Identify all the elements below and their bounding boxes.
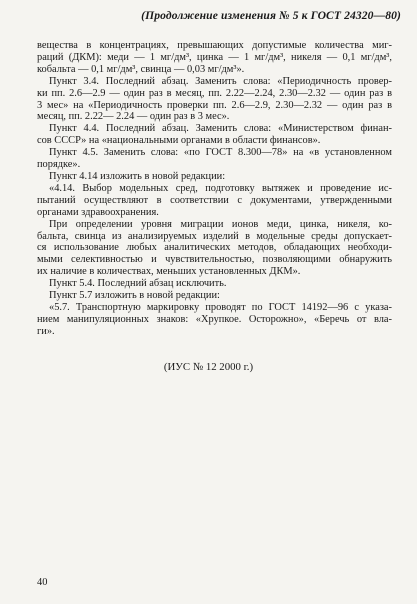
text-line: их наличие в количествах, меньших установленных ДКМ». [37, 266, 301, 278]
text-line: «5.7. Транспортную маркировку проводят по ГОСТ 14192—96 с указа- [49, 301, 392, 313]
text-line: вещества в концентрациях, превышающих допустимые количества миг- [37, 40, 392, 51]
text-line: Пункт 4.4. Последний абзац. Заменить слова: «Министерством финан- [49, 123, 392, 135]
text-line: нием манипуляционных знаков: «Хрупкое. Осторожно», «Беречь от вла- [37, 313, 392, 325]
page-number: 40 [37, 577, 48, 588]
text-line: раций (ДКМ): меди — 1 мг/дм³, цинка — 1 мг/дм³, никеля — 0,1 мг/дм³, [37, 51, 392, 63]
page-header: (Продолжение изменения № 5 к ГОСТ 24320—80) [141, 9, 401, 22]
text-line: ки пп. 2.6—2.9 — один раз в месяц, пп. 2.22—2.24, 2.30—2.32 — один раз в [37, 87, 392, 99]
text-line: пытаний осуществляют в соответствии с документами, утвержденными [37, 194, 392, 206]
text-line: ся использование любых аналитических методов, обладающих необходи- [37, 242, 392, 254]
ius-reference: (ИУС № 12 2000 г.) [163, 361, 254, 373]
text-line: При определении уровня миграции ионов меди, цинка, никеля, ко- [49, 218, 392, 230]
text-line: сов СССР» на «национальными органами в области финансов». [37, 135, 321, 147]
text-line: кобальта — 0,1 мг/дм³, свинца — 0,03 мг/дм³». [37, 63, 245, 75]
text-line: порядке». [37, 159, 81, 171]
text-line: Пункт 4.14 изложить в новой редакции: [49, 170, 226, 182]
text-line: Пункт 4.5. Заменить слова: «по ГОСТ 8.300—78» на «в установленном [49, 147, 392, 159]
text-line: Пункт 5.7 изложить в новой редакции: [49, 290, 220, 302]
text-line: органами здравоохранения. [37, 206, 159, 218]
text-line: ги». [37, 325, 55, 337]
body-text [37, 40, 392, 338]
text-line: «4.14. Выбор модельных сред, подготовку вытяжек и проведение ис- [49, 182, 392, 194]
text-line: Пункт 3.4. Последний абзац. Заменить слова: «Периодичность провер- [49, 75, 392, 87]
text-line: мыми селективностью и чувствительностью, позволяющими обнаружить [37, 254, 392, 266]
text-line: бальта, свинца из анализируемых изделий в модельные среды допускает- [37, 230, 392, 242]
text-line: 3 мес» на «Периодичность проверки пп. 2.6—2.9, 2.30—2.32 — один раз в [37, 99, 392, 111]
text-line: Пункт 5.4. Последний абзац исключить. [49, 278, 227, 290]
text-line: месяц, пп. 2.22— 2.24 — один раз в 3 мес». [37, 111, 230, 123]
